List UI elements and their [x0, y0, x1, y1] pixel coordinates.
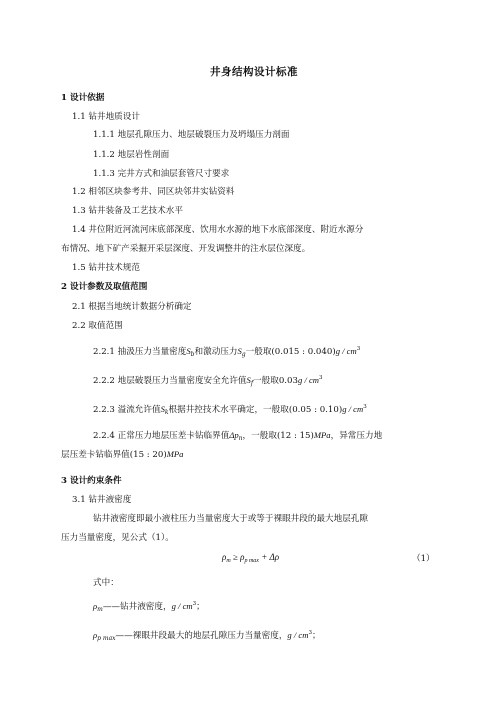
line-1-1-2: 1.1.2 地层岩性剖面 — [93, 150, 170, 160]
page-title: 井身结构设计标准 — [210, 66, 298, 78]
line-1-2: 1.2 相邻区块参考井、同区块邻井实钻资料 — [72, 187, 235, 197]
definition-rho-m: $\rho_m——$钻井液密度，g / $cm^3$； — [93, 601, 205, 613]
line-1-1-3: 1.1.3 完井方式和油层套管尺寸要求 — [93, 169, 230, 179]
line-1-4a: 1.4 井位附近河流河床底部深度、饮用水水源的地下水底部深度、附近水源分 — [72, 225, 364, 235]
section-3-heading: 3 设计约束条件 — [61, 476, 122, 486]
line-2-2-4: 2.2.4 正常压力地层压差卡钻临界值$\Delta p_n$，一般取(12 : 15)MPa，异常压力地 — [93, 430, 383, 442]
para-3-1-line1: 钻井液密度即最小液柱压力当量密度大于或等于裸眼井段的最大地层孔隙 — [93, 514, 369, 524]
para-3-1-line2: 压力当量密度，见公式（1）。 — [61, 533, 174, 543]
line-2-1: 2.1 根据当地统计数据分析确定 — [72, 302, 192, 312]
line-2-2-3: 2.2.3 溢流允许值$S_k$根据井控技术水平确定，一般取(0.05 : $0.10)g / cm^3$ — [93, 404, 367, 416]
definition-rho-pmax: $\rho_{p max}——$裸眼井段最大的地层孔隙压力当量密度，g / $cm^3$； — [93, 630, 321, 642]
line-2-2-4-cont: 层压差卡钻临界值(15 : 20)MPa — [61, 449, 184, 460]
line-1-1: 1.1 钻井地质设计 — [72, 112, 140, 122]
section-1-heading: 1 设计依据 — [61, 93, 105, 103]
line-1-4b: 布情况、地下矿产采掘开采层深度、开发调整井的注水层位深度。 — [61, 244, 311, 254]
line-2-2-1: 2.2.1 抽汲压力当量密度$S_b$和激动压力$S_g$一般取(0.015 : $0.040)g / cm^3$ — [93, 346, 361, 358]
line-1-3: 1.3 钻井装备及工艺技术水平 — [72, 206, 183, 216]
formula-number: （1） — [412, 554, 435, 564]
line-3-1: 3.1 钻井液密度 — [72, 495, 132, 505]
line-1-5: 1.5 钻井技术规范 — [72, 263, 140, 273]
line-2-2-2: 2.2.2 地层破裂压力当量密度安全允许值$S_f$一般取$0.03g / cm^3$ — [93, 375, 323, 387]
formula-1: $\rho_m \ge \rho_{p max} + \Delta\rho$ — [222, 552, 280, 564]
line-2-2: 2.2 取值范围 — [72, 321, 123, 331]
where-label: 式中： — [93, 578, 119, 588]
section-2-heading: 2 设计参数及取值范围 — [61, 282, 148, 292]
line-1-1-1: 1.1.1 地层孔隙压力、地层破裂压力及坍塌压力剖面 — [93, 130, 290, 140]
